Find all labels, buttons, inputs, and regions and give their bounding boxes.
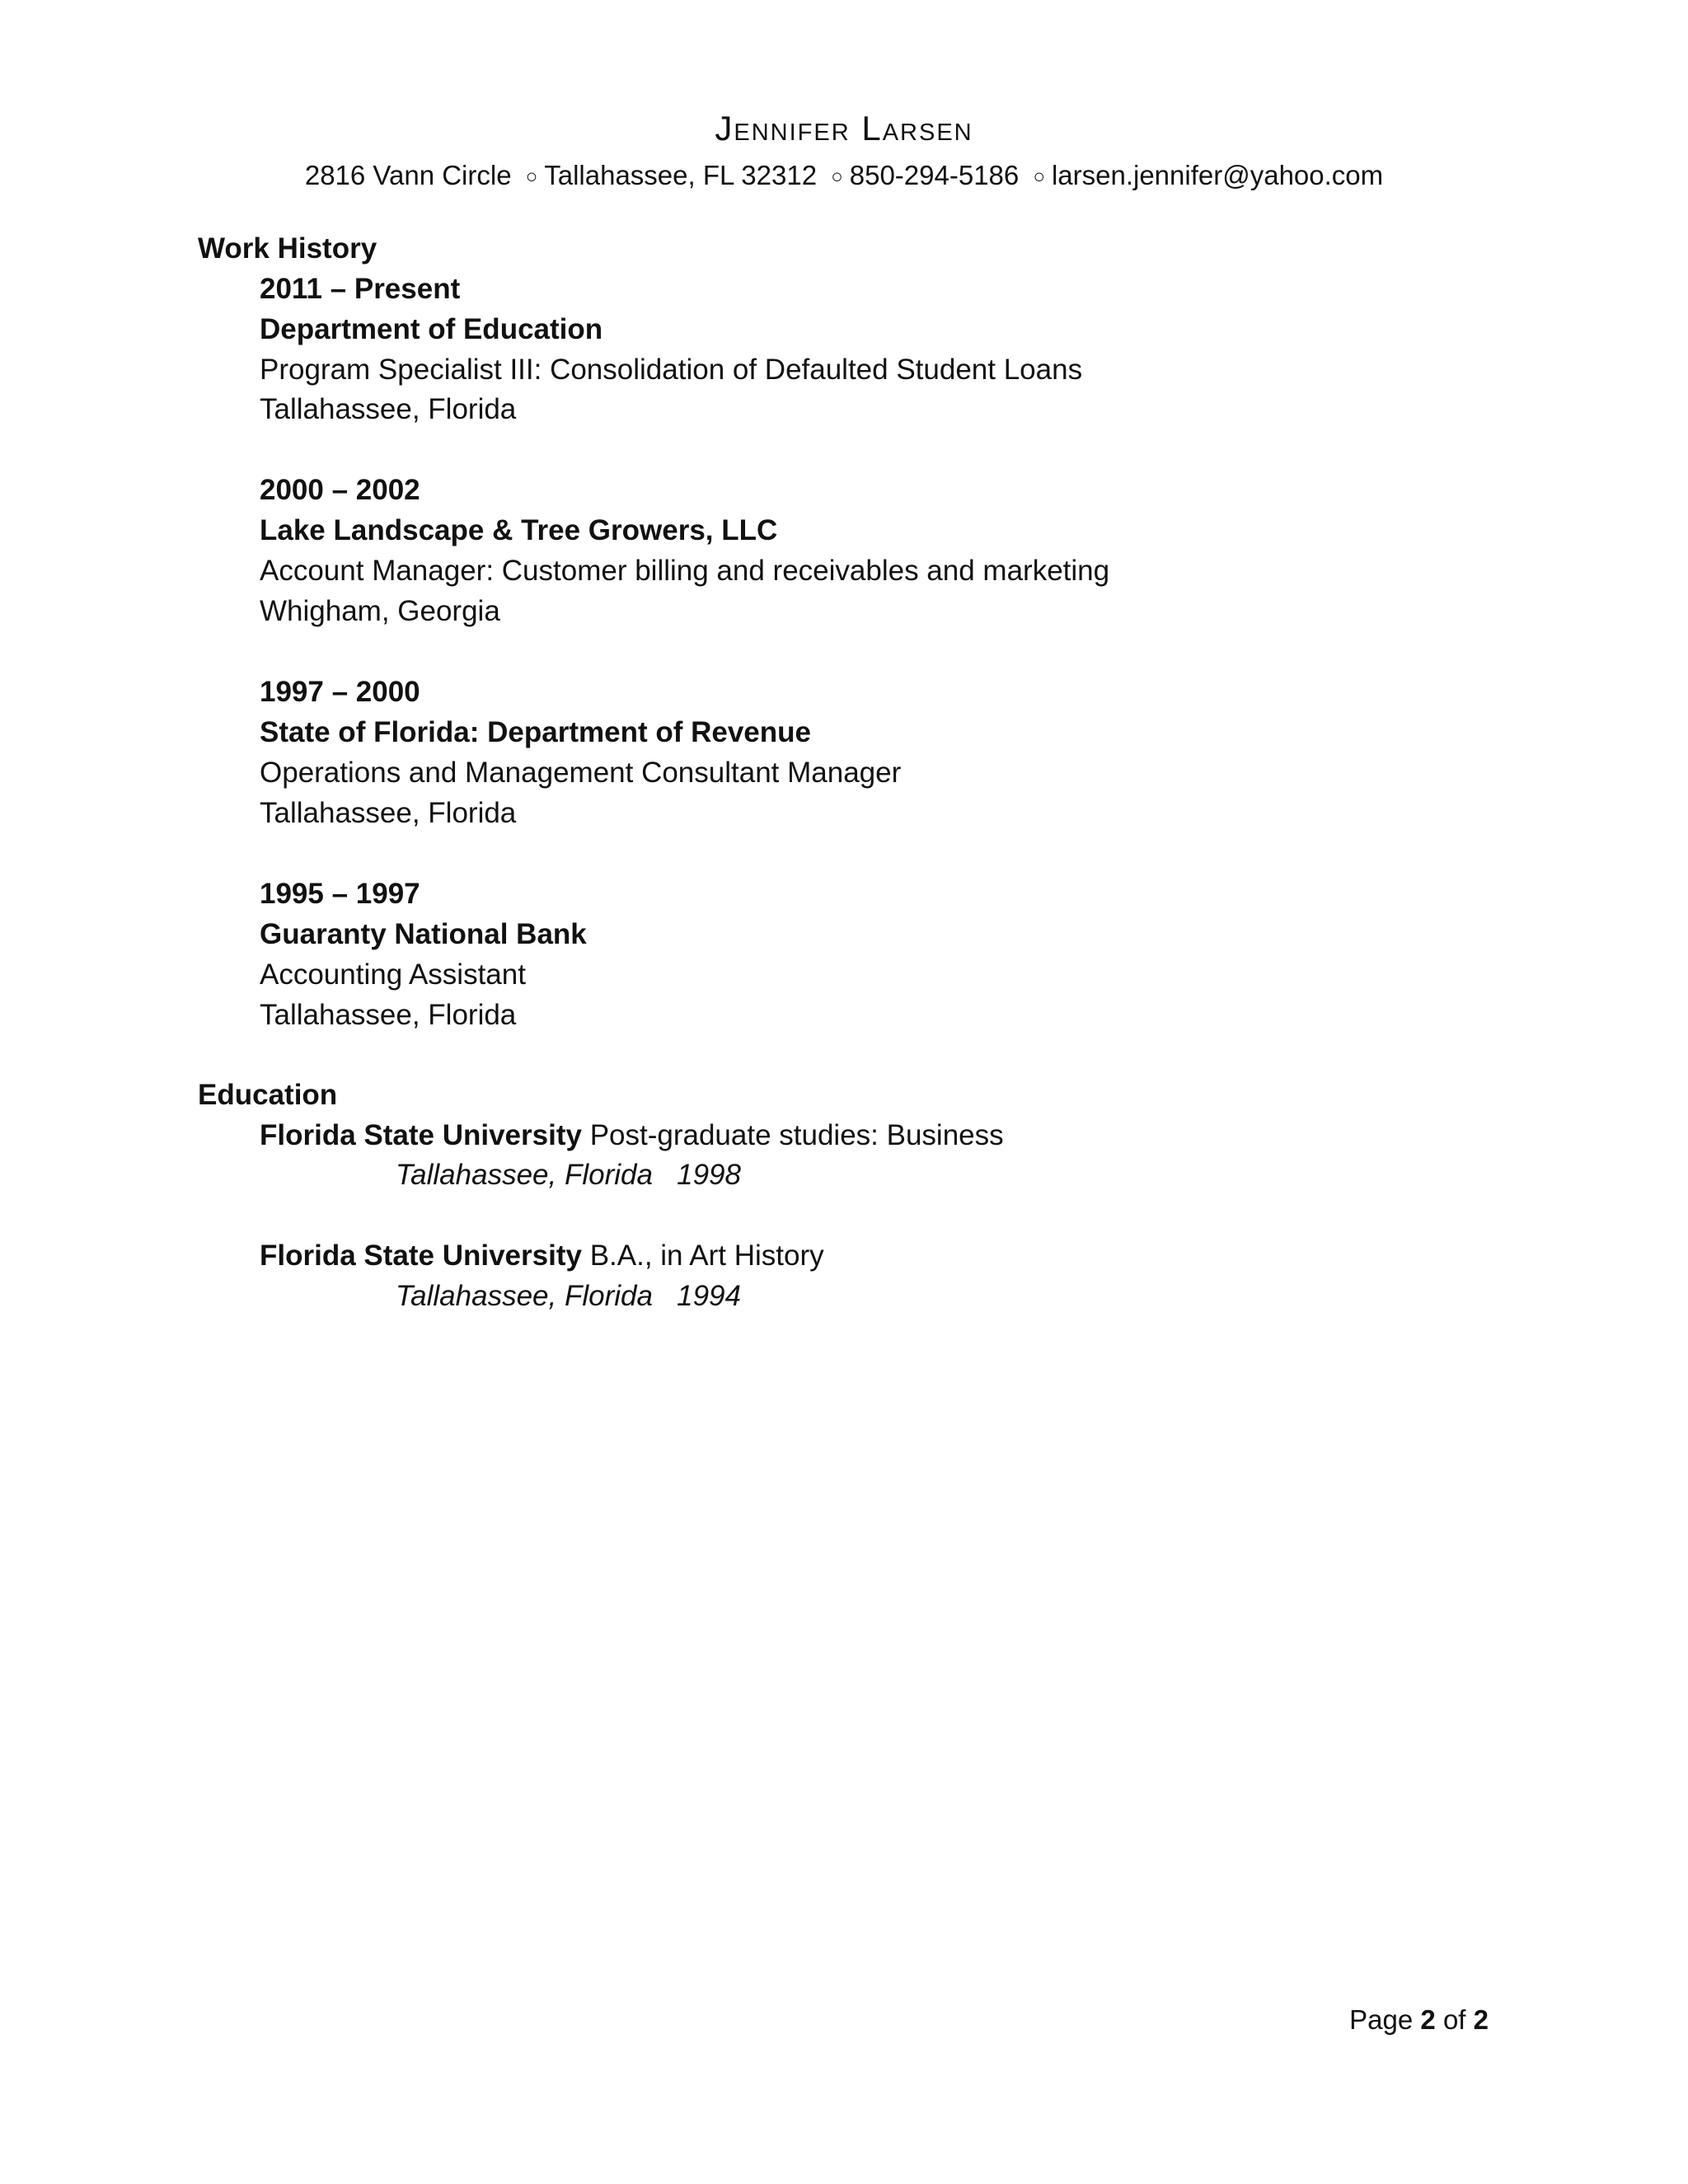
address: 2816 Vann Circle [304,160,512,190]
page-number-footer [1349,2004,1489,2036]
education-line [260,1119,1004,1152]
job-employer: Department of Education [260,313,603,345]
job-title: Account Manager: Customer billing and receivables and marketing [260,555,1110,587]
job-dates: 2011 – Present [260,273,461,305]
education-heading: Education [198,1079,338,1111]
job-dates: 1997 – 2000 [260,676,420,708]
page-total: 2 [1473,2004,1489,2035]
school-name: Florida State University [260,1119,582,1151]
job-title: Program Specialist III: Consolidation of Defaulted Student Loans [260,354,1083,386]
applicant-name: Jennifer Larsen [715,109,973,148]
phone-number: 850-294-5186 [849,160,1020,190]
job-title: Operations and Management Consultant Manager [260,757,902,789]
degree-program: Post-graduate studies: Business [589,1119,1004,1151]
city-state-zip: Tallahassee, FL 32312 [544,160,818,190]
page-number: 2 [1420,2004,1436,2035]
job-location: Tallahassee, Florida [260,999,517,1031]
job-employer: Guaranty National Bank [260,918,587,950]
work-history-heading: Work History [198,232,377,265]
education-place-year: Tallahassee, Florida 1994 [396,1280,741,1312]
job-dates: 2000 – 2002 [260,474,420,506]
of-label: of [1442,2004,1466,2035]
separator-circle-icon: ○ [1033,166,1045,188]
job-employer: Lake Landscape & Tree Growers, LLC [260,514,778,546]
job-employer: State of Florida: Department of Revenue [260,716,811,748]
education-line [260,1240,824,1272]
job-location: Tallahassee, Florida [260,797,517,829]
page-label: Page [1349,2004,1414,2035]
school-name: Florida State University [260,1240,582,1272]
separator-circle-icon: ○ [831,166,843,188]
job-dates: 1995 – 1997 [260,878,420,910]
degree-program: B.A., in Art History [589,1240,824,1272]
education-place-year: Tallahassee, Florida 1998 [396,1159,741,1191]
job-title: Accounting Assistant [260,958,526,991]
job-location: Whigham, Georgia [260,595,500,627]
job-location: Tallahassee, Florida [260,393,517,425]
contact-line [0,160,1688,191]
email-address: larsen.jennifer@yahoo.com [1051,160,1384,190]
separator-circle-icon: ○ [525,166,538,188]
